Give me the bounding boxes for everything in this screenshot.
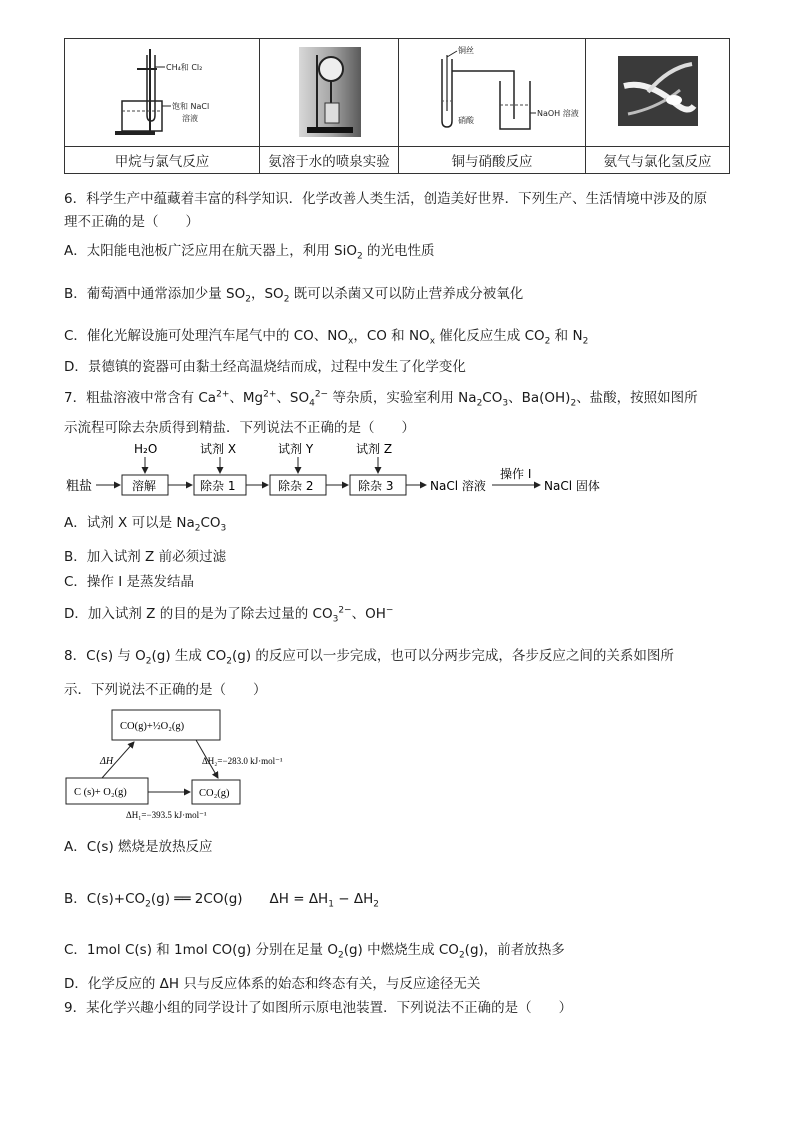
q6-stem-line2: 理不正确的是（ ） <box>64 214 199 230</box>
caption-copper-nitric: 铜与硝酸反应 <box>399 147 586 174</box>
fountain-photo <box>260 39 399 147</box>
saturated-nacl-label: 饱和 NaCl <box>172 101 210 111</box>
flow-step2: 除杂 1 <box>200 479 236 493</box>
nitric-acid-label: 硝酸 <box>458 115 474 125</box>
q6-option-b: B．葡萄酒中通常添加少量 $SO_2$，$SO_2$ 既可以杀菌又可以防止营养成分被氧化 <box>64 286 524 305</box>
delta-h1-label: ΔH₁=−393.5 kJ·mol⁻¹ <box>126 810 207 820</box>
q8-option-d: D．化学反应的 ΔH 只与反应体系的始态和终态有关，与反应途径无关 <box>64 976 481 992</box>
caption-methane-chlorine: 甲烷与氯气反应 <box>65 147 260 174</box>
flow-start: 粗盐 <box>66 479 93 494</box>
copper-wire-label: 铜丝 <box>458 45 474 55</box>
diagram-top-box: CO(g)+½O₂(g) <box>120 721 185 732</box>
q6-option-d: D．景德镇的瓷器可由黏土经高温烧结而成，过程中发生了化学变化 <box>64 359 466 375</box>
flow-reagent-z: 试剂 Z <box>356 442 393 456</box>
flow-water: H₂O <box>134 442 158 456</box>
delta-h2-label: ΔH₂=−283.0 kJ·mol⁻¹ <box>202 756 283 766</box>
q6-option-c: C．催化光解设施可处理汽车尾气中的 CO、$NO_x$，CO 和 $NO_x$ 催化反应生成 $CO_2$ 和 $N_2$ <box>64 328 589 347</box>
q8-option-b: B．$C(s)+CO_2(g)$ ══ 2CO(g) $\Delta H = \Delta H_1 - \Delta H_2$ <box>64 891 379 910</box>
q7-stem-line2: 示流程可除去杂质得到精盐．下列说法不正确的是（ ） <box>64 420 415 436</box>
q8-option-a: A．C(s) 燃烧是放热反应 <box>64 839 213 855</box>
flow-step3: 除杂 2 <box>278 479 314 493</box>
ammonia-hcl-photo <box>586 39 730 147</box>
q8-option-c: C．1mol C(s) 和 1mol CO(g) 分别在足量 $O_2(g)$ 中燃烧生成 $CO_2(g)$，前者放热多 <box>64 942 565 961</box>
methane-chlorine-apparatus <box>65 39 260 147</box>
q8-stem-line1: 8．C(s) 与 $O_2(g)$ 生成 $CO_2(g)$ 的反应可以一步完成，也可以分两步完成，各步反应之间的关系如图所 <box>64 648 674 667</box>
q6-option-a: A．太阳能电池板广泛应用在航天器上，利用 SiO$_2$ 的光电性质 <box>64 243 435 262</box>
flow-step1: 溶解 <box>132 479 157 493</box>
solution-label: 溶液 <box>182 113 198 123</box>
q7-option-d: D．加入试剂 Z 的目的是为了除去过量的 $CO_3^{2-}$、OH− <box>64 605 394 625</box>
delta-h-label: ΔH <box>100 756 114 767</box>
q7-stem-line1: 7．粗盐溶液中常含有 $Ca^{2+}$、$Mg^{2+}$、$SO_4^{2-}$ 等杂质，实验室利用 $Na_2CO_3$、$Ba(OH)_2$、盐酸，按照如图所 <box>64 389 698 409</box>
naoh-label: NaOH 溶液 <box>537 108 579 118</box>
flow-reagent-x: 试剂 X <box>200 442 237 456</box>
flow-reagent-y: 试剂 Y <box>278 442 314 456</box>
enthalpy-diagram <box>62 706 322 826</box>
flow-step4: 除杂 3 <box>358 479 394 493</box>
purification-flowchart <box>60 440 620 504</box>
flow-operation: 操作 I <box>500 467 532 481</box>
caption-ammonia-fountain: 氨溶于水的喷泉实验 <box>260 147 399 174</box>
q9-stem: 9．某化学兴趣小组的同学设计了如图所示原电池装置．下列说法不正确的是（ ） <box>64 1000 573 1016</box>
methane-gas-label: CH₄和 Cl₂ <box>166 62 203 72</box>
q7-option-c: C．操作 I 是蒸发结晶 <box>64 574 194 590</box>
flow-nacl-solution: NaCl 溶液 <box>430 479 486 493</box>
flow-nacl-solid: NaCl 固体 <box>544 479 600 493</box>
q6-stem-line1: 6．科学生产中蕴藏着丰富的科学知识．化学改善人类生活，创造美好世界．下列生产、生活情境中涉及的原 <box>64 191 708 207</box>
diagram-right-box: CO₂(g) <box>199 788 230 799</box>
q7-option-b: B．加入试剂 Z 前必须过滤 <box>64 549 227 565</box>
diagram-left-box: C (s)+ O₂(g) <box>74 787 127 798</box>
experiment-table <box>64 38 730 174</box>
copper-nitric-apparatus <box>399 39 586 147</box>
q7-option-a: A．试剂 X 可以是 $Na_2CO_3$ <box>64 515 227 534</box>
q8-stem-line2: 示．下列说法不正确的是（ ） <box>64 682 267 698</box>
caption-ammonia-hcl: 氨气与氯化氢反应 <box>586 147 730 174</box>
